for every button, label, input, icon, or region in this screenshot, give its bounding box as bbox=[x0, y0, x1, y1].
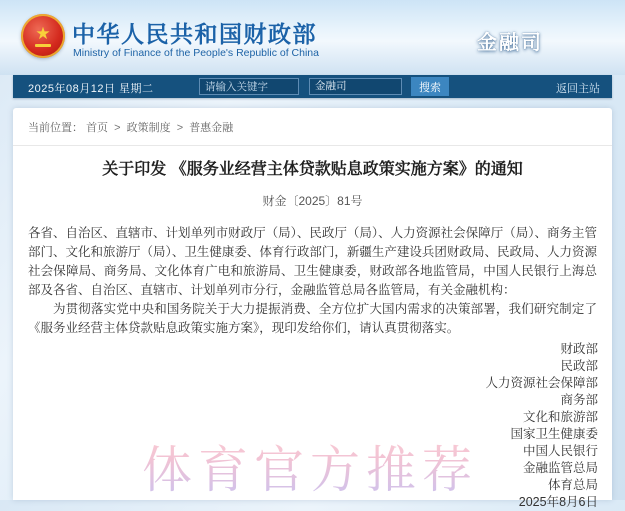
emblem-star-icon: ★ bbox=[35, 23, 51, 43]
department-name: 金融司 bbox=[477, 32, 543, 54]
national-emblem-icon bbox=[21, 14, 65, 58]
document-number: 财金〔2025〕81号 bbox=[262, 194, 363, 208]
site-title: 中华人民共和国财政部 bbox=[72, 21, 317, 47]
signatory: 体育总局 bbox=[547, 478, 598, 492]
signatory: 民政部 bbox=[560, 359, 598, 373]
current-date: 2025年08月12日 星期二 bbox=[28, 83, 154, 95]
breadcrumb-item-policy[interactable]: 政策制度 bbox=[126, 122, 171, 134]
document-title: 关于印发 《服务业经营主体贷款贴息政策实施方案》的通知 bbox=[102, 161, 523, 178]
signatory: 财政部 bbox=[560, 342, 598, 356]
emblem-gate-icon bbox=[35, 44, 51, 47]
back-to-main-link[interactable]: 返回主站 bbox=[556, 83, 600, 95]
content-panel bbox=[13, 108, 612, 509]
breadcrumb bbox=[13, 108, 612, 146]
paragraph-main: 为贯彻落实党中央和国务院关于大力提振消费、全方位扩大国内需求的决策部署，我们研究制定了《服务业经营主体贷款贴息政策实施方案》，现印发给你们，请认真贯彻落实。 bbox=[28, 302, 597, 335]
signatory: 文化和旅游部 bbox=[522, 410, 598, 424]
signatory: 金融监管总局 bbox=[522, 461, 598, 475]
breadcrumb-separator: > bbox=[114, 122, 121, 134]
paragraph-addressees: 各省、自治区、直辖市、计划单列市财政厅（局）、民政厅（局）、人力资源社会保障厅（局）、商务主管部门、文化和旅游厅（局）、卫生健康委、体育行政部门，新疆生产建设兵团财政局、民政局、人力资源社会保障局、商务局、文化体育广电和旅游局、卫生健康委，财政部各地监管局，中国人民银行上海总部及各省、自治区、直辖市、计划单列市分行，金融监管总局各监管局，有关金融机构： bbox=[28, 226, 597, 297]
signature-block bbox=[13, 341, 612, 511]
breadcrumb-item-inclusive-finance[interactable]: 普惠金融 bbox=[189, 122, 234, 134]
site-header bbox=[0, 0, 625, 75]
breadcrumb-separator: > bbox=[176, 122, 184, 134]
search-input[interactable] bbox=[199, 78, 299, 95]
signature-date: 2025年8月6日 bbox=[518, 495, 598, 509]
breadcrumb-item-home[interactable]: 首页 bbox=[86, 122, 109, 134]
search-scope-select[interactable]: 金融司 bbox=[309, 78, 402, 95]
signatory: 商务部 bbox=[560, 393, 598, 407]
toolbar bbox=[13, 75, 612, 98]
signatory: 人力资源社会保障部 bbox=[485, 376, 598, 390]
document-body bbox=[28, 224, 597, 338]
site-subtitle: Ministry of Finance of the People's Republic of China bbox=[73, 47, 319, 59]
signatory: 国家卫生健康委 bbox=[510, 427, 598, 441]
signatory: 中国人民银行 bbox=[522, 444, 598, 458]
search-button[interactable]: 搜索 bbox=[411, 77, 449, 96]
breadcrumb-label: 当前位置： bbox=[28, 122, 83, 134]
